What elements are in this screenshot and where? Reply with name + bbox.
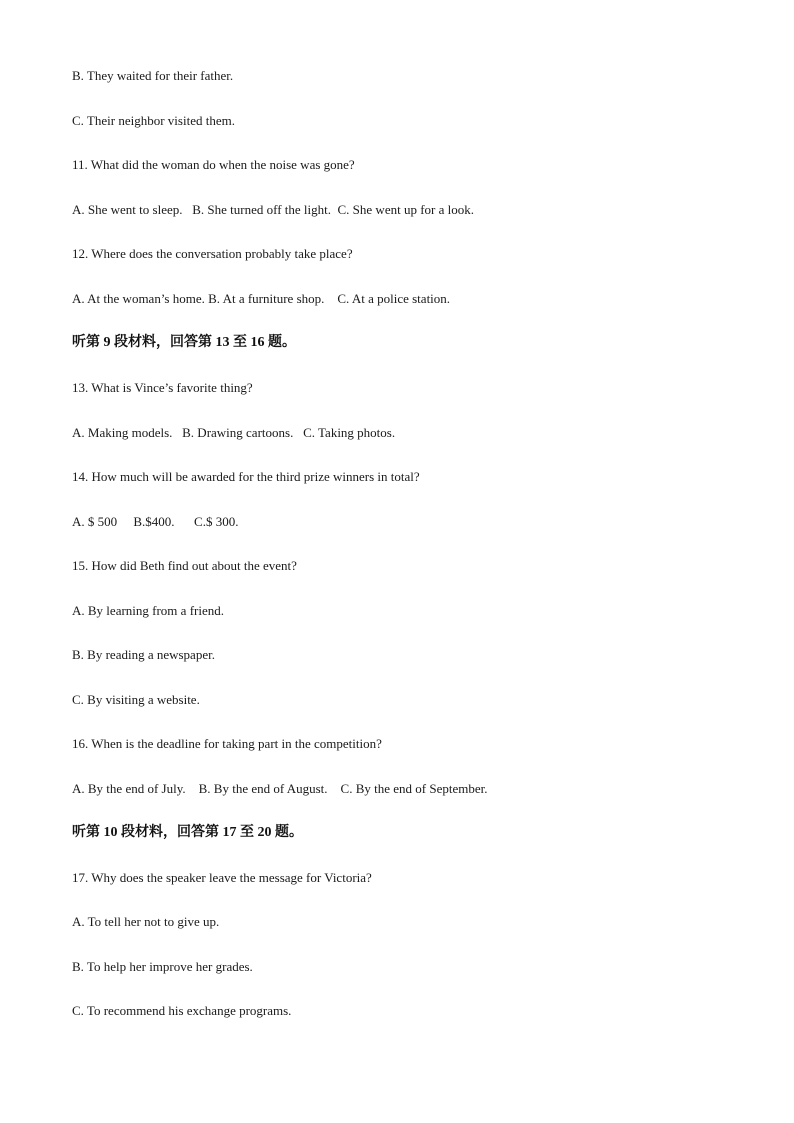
options-11: A. She went to sleep. B. She turned off the light. C. She went up for a look. [72, 202, 474, 217]
options-14: A. $ 500 B.$400. C.$ 300. [72, 514, 239, 529]
section-heading-10: 听第 10 段材料，回答第 17 至 20 题。 [72, 825, 303, 840]
section-heading-9: 听第 9 段材料，回答第 13 至 16 题。 [72, 335, 296, 350]
options-13: A. Making models. B. Drawing cartoons. C. Taking photos. [72, 425, 396, 440]
option-17b: B. To help her improve her grades. [72, 959, 253, 974]
question-16: 16. When is the deadline for taking part in the competition? [72, 736, 382, 751]
options-12: A. At the woman’s home. B. At a furniture shop. C. At a police station. [72, 291, 451, 306]
option-15a: A. By learning from a friend. [72, 603, 224, 618]
option-10b: B. They waited for their father. [72, 68, 234, 83]
option-17c: C. To recommend his exchange programs. [72, 1003, 292, 1018]
question-12: 12. Where does the conversation probably take place? [72, 246, 353, 261]
question-17: 17. Why does the speaker leave the message for Victoria? [72, 870, 372, 885]
options-16: A. By the end of July. B. By the end of August. C. By the end of September. [72, 781, 488, 796]
option-10c: C. Their neighbor visited them. [72, 113, 235, 128]
question-15: 15. How did Beth find out about the event? [72, 558, 297, 573]
option-17a: A. To tell her not to give up. [72, 914, 220, 929]
option-15c: C. By visiting a website. [72, 692, 200, 707]
question-13: 13. What is Vince’s favorite thing? [72, 380, 253, 395]
question-14: 14. How much will be awarded for the third prize winners in total? [72, 469, 420, 484]
question-11: 11. What did the woman do when the noise was gone? [72, 157, 355, 172]
option-15b: B. By reading a newspaper. [72, 647, 215, 662]
